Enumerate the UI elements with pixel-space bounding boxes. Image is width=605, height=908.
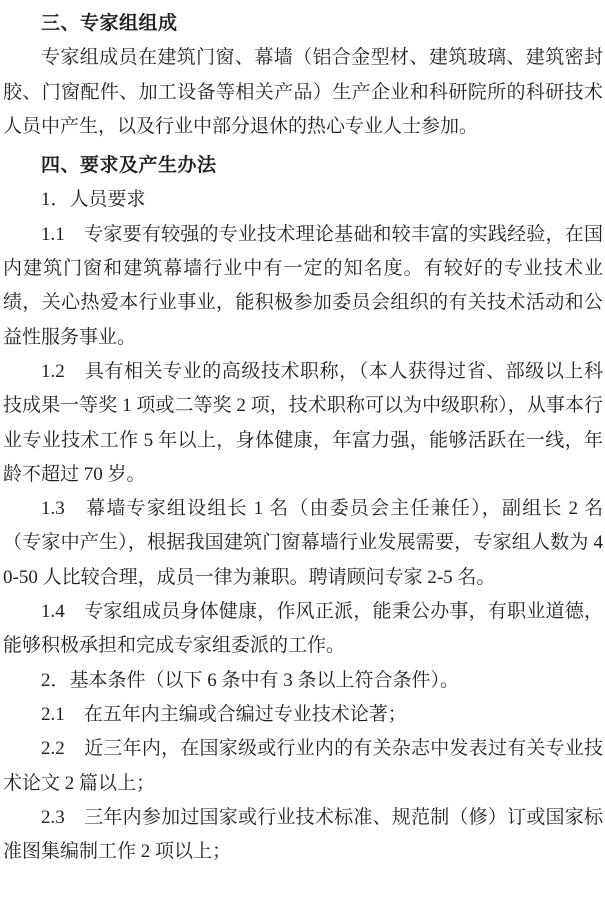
paragraph-item-1-3: 1.3 幕墙专家组设组长 1 名（由委员会主任兼任），副组长 2 名（专家中产生），根据我国建筑门窗幕墙行业发展需要，专家组人数为 40-50 人比较合理，成员一律为兼职。聘请顾问专家 2-5 名。 [3, 498, 603, 588]
paragraph-basic-cond: 2．基本条件（以下 6 条中有 3 条以上符合条件）。 [41, 669, 460, 691]
paragraph-personnel-req: 1．人员要求 [41, 189, 146, 211]
paragraph-item-1-2: 1.2 具有相关专业的高级技术职称，（本人获得过省、部级以上科技成果一等奖 1 项或二等奖 2 项，技术职称可以为中级职称），从事本行业专业技术工作 5 年以上，身体健康，年富力强，能够活跃在一线，年龄不超过 70 岁。 [3, 360, 603, 485]
paragraph-group-members: 专家组成员在建筑门窗、幕墙（铝合金型材、建筑玻璃、建筑密封胶、门窗配件、加工设备等相关产品）生产企业和科研院所的科研技术人员中产生，以及行业中部分退休的热心专业人士参加。 [3, 47, 603, 137]
section-heading-3: 三、专家组组成 [41, 13, 178, 34]
paragraph-item-2-1: 2.1 在五年内主编或合编过专业技术论著； [41, 703, 407, 725]
paragraph-item-1-4: 1.4 专家组成员身体健康，作风正派，能秉公办事，有职业道德，能够积极承担和完成专家组委派的工作。 [3, 601, 603, 657]
paragraph-item-2-2: 2.2 近三年内，在国家级或行业内的有关杂志中发表过有关专业技术论文 2 篇以上； [3, 738, 603, 794]
paragraph-item-2-3: 2.3 三年内参加过国家或行业技术标准、规范制（修）订或国家标准图集编制工作 2 项以上； [3, 806, 603, 863]
document-body [3, 7, 603, 869]
paragraph-item-1-1: 1.1 专家要有较强的专业技术理论基础和较丰富的实践经验，在国内建筑门窗和建筑幕墙行业中有一定的知名度。有较好的专业技术业绩，关心热爱本行业事业，能积极参加委员会组织的有关技术活动和公益性服务事业。 [3, 223, 603, 348]
section-heading-4: 四、要求及产生办法 [41, 155, 217, 177]
